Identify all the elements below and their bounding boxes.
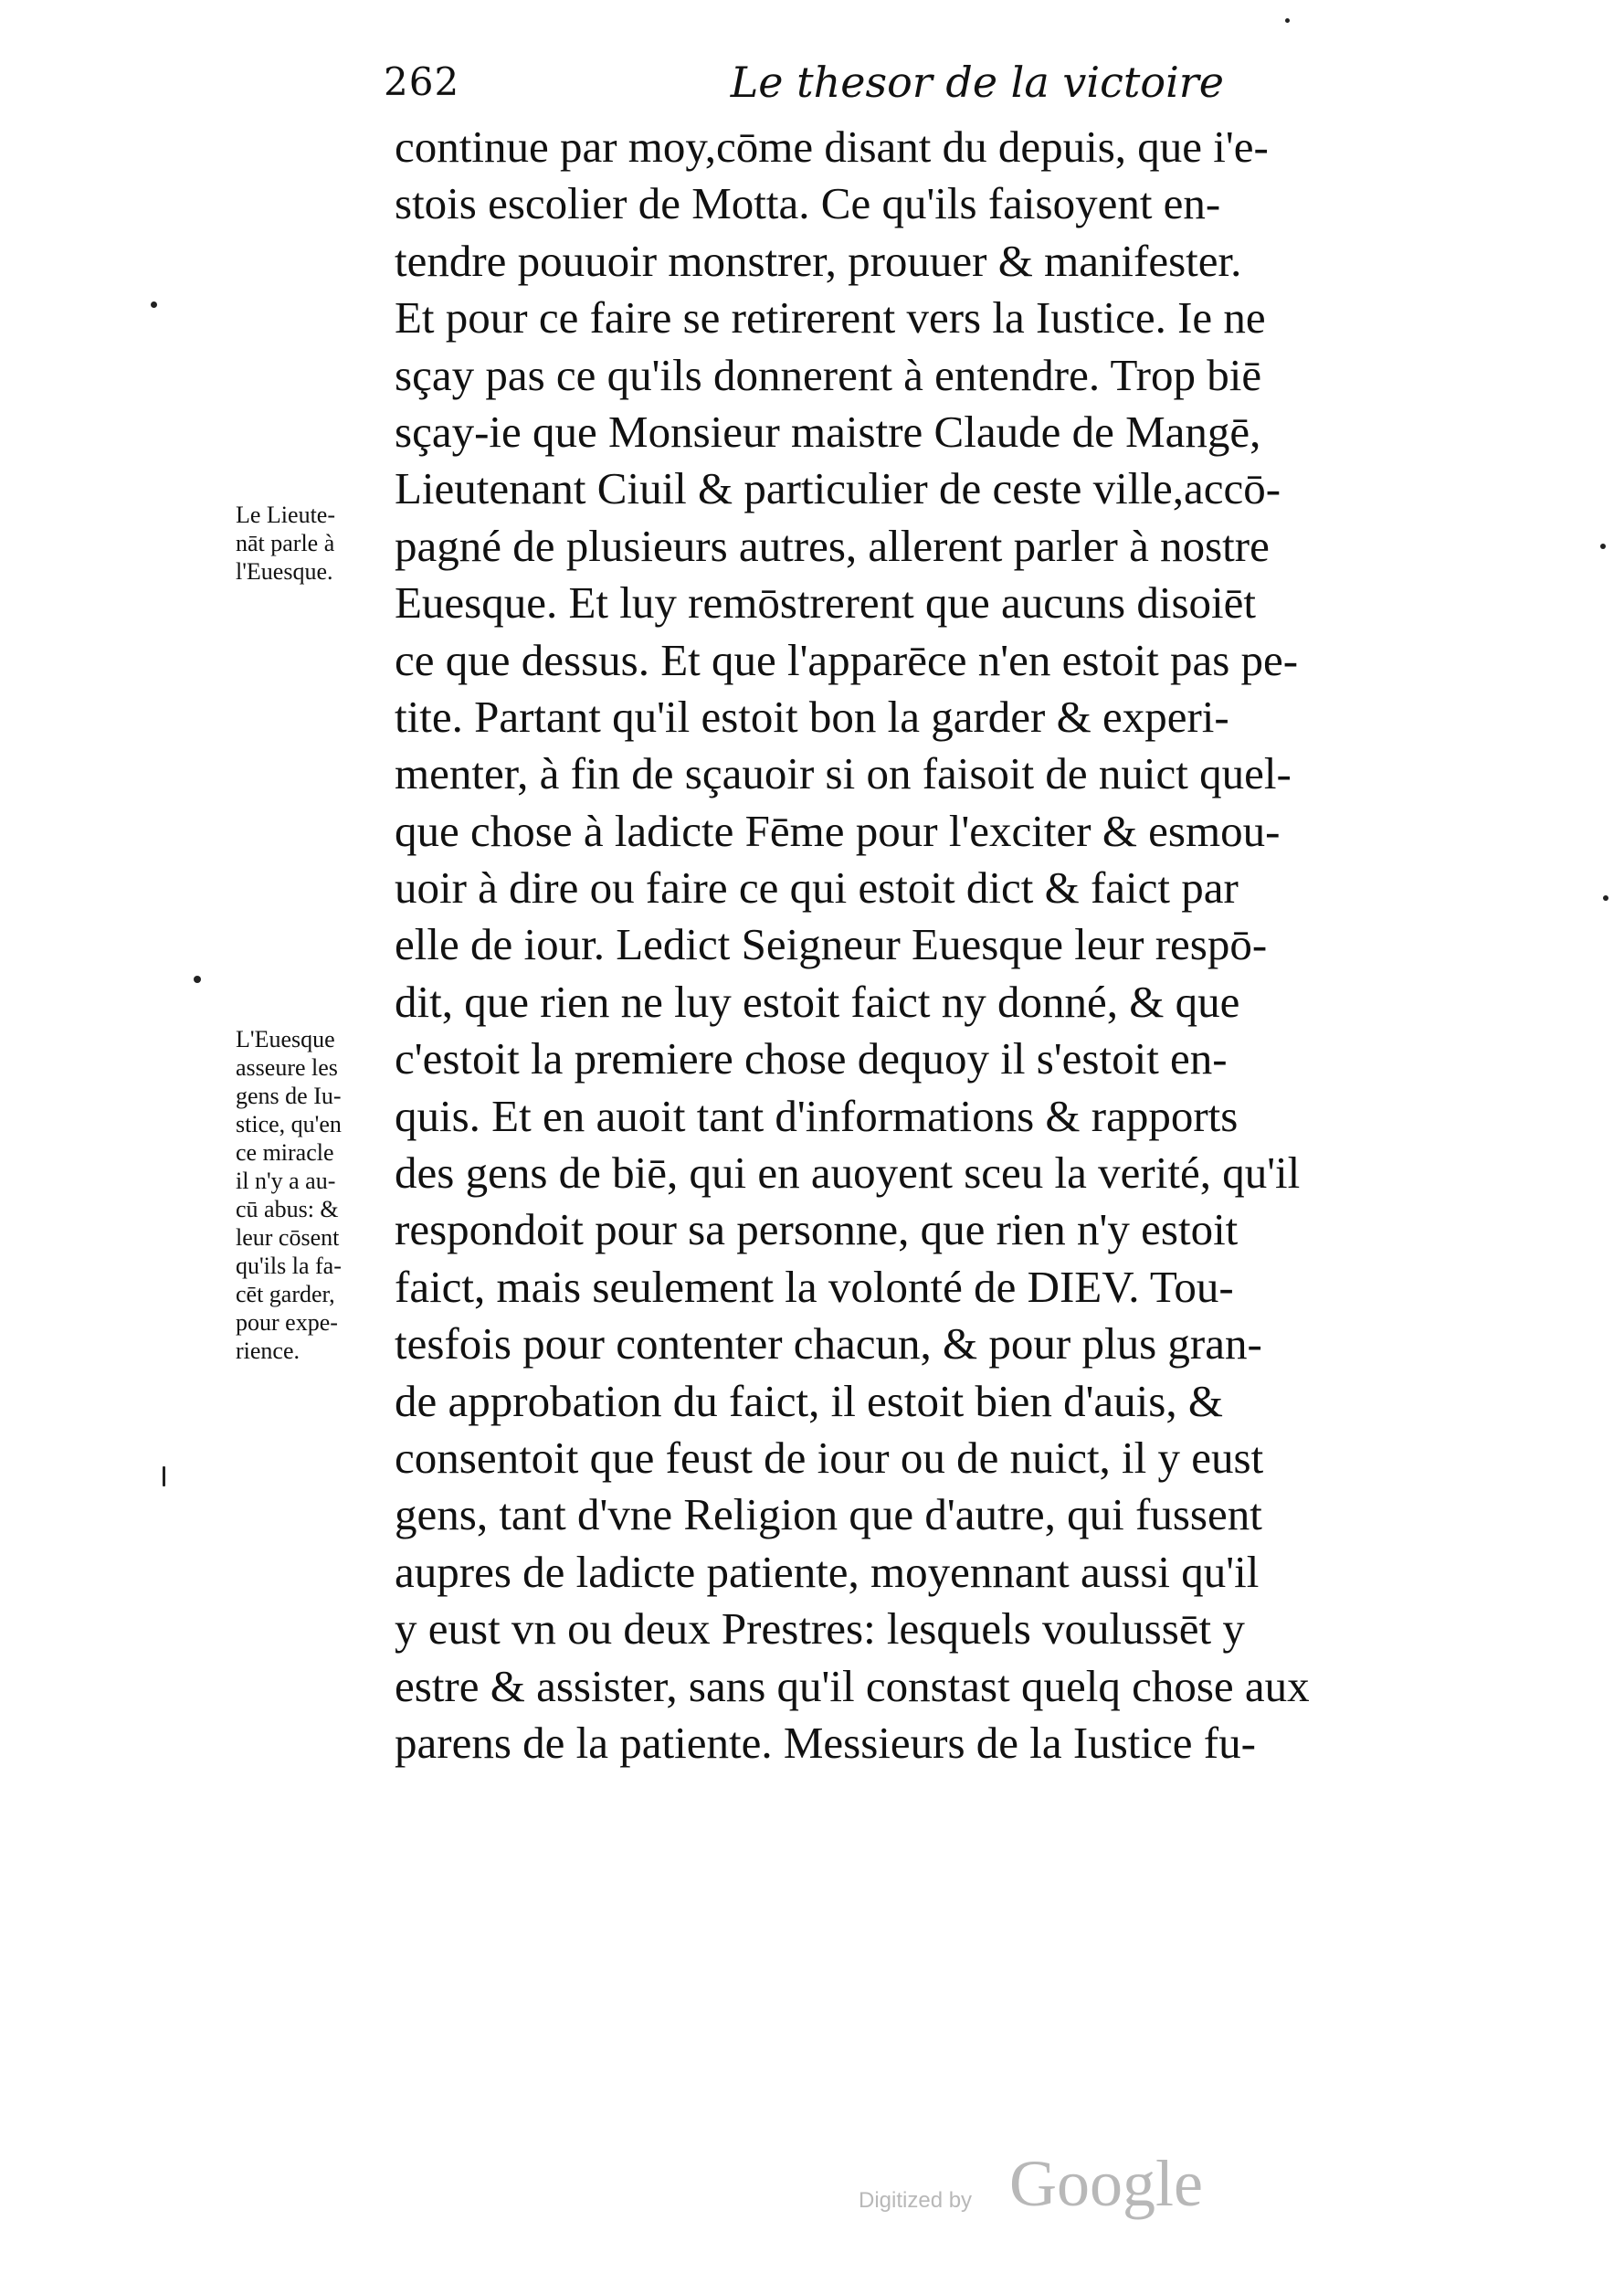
running-title: Le thesor de la victoire xyxy=(730,58,1224,107)
digitized-watermark xyxy=(859,2142,1224,2225)
margin-note-line: L'Euesque xyxy=(236,1026,335,1052)
text-line: Euesque. Et luy remōstrerent que aucuns disoiēt xyxy=(395,577,1256,629)
margin-note-line: leur cōsent xyxy=(236,1224,340,1251)
text-line: parens de la patiente. Messieurs de la Iustice fu- xyxy=(395,1717,1256,1768)
margin-note-line: l'Euesque. xyxy=(236,558,333,585)
text-line: estre & assister, sans qu'il constast quelq chose aux xyxy=(395,1660,1310,1711)
text-line: Et pour ce faire se retirerent vers la Iustice. Ie ne xyxy=(395,292,1266,344)
margin-note-line: gens de Iu- xyxy=(236,1083,342,1109)
page-number: 262 xyxy=(384,59,460,104)
margin-note-line: ce miracle xyxy=(236,1139,334,1166)
text-line: des gens de biē, qui en auoyent sceu la verité, qu'il xyxy=(395,1147,1301,1199)
text-line: quis. Et en auoit tant d'informations & rapports xyxy=(395,1090,1239,1141)
main-text-block xyxy=(395,119,1509,1771)
ink-speck xyxy=(1600,544,1606,549)
text-line: gens, tant d'vne Religion que d'autre, qui fussent xyxy=(395,1489,1262,1540)
ink-speck xyxy=(1285,18,1290,23)
text-line: y eust vn ou deux Prestres: lesquels voulussēt y xyxy=(395,1603,1245,1655)
text-line: sçay pas ce qu'ils donnerent à entendre. Trop biē xyxy=(395,349,1262,400)
margin-note-line: pour expe- xyxy=(236,1309,338,1336)
ink-speck xyxy=(194,976,201,983)
text-line: menter, à fin de sçauoir si on faisoit de nuict quel- xyxy=(395,748,1292,799)
text-line: uoir à dire ou faire ce qui estoit dict & faict par xyxy=(395,862,1239,914)
margin-note-line: Le Lieute- xyxy=(236,502,335,528)
text-line: tite. Partant qu'il estoit bon la garder & experi- xyxy=(395,691,1229,742)
text-line: tendre pouuoir monstrer, prouuer & manifester. xyxy=(395,235,1242,286)
text-line: de approbation du faict, il estoit bien d'auis, & xyxy=(395,1375,1223,1426)
text-line: tesfois pour contenter chacun, & pour plus gran- xyxy=(395,1318,1262,1369)
margin-note-line: asseure les xyxy=(236,1054,338,1081)
margin-note-line: il n'y a au- xyxy=(236,1168,336,1194)
text-line: dit, que rien ne luy estoit faict ny donné, & que xyxy=(395,976,1240,1027)
text-line: sçay-ie que Monsieur maistre Claude de Mangē, xyxy=(395,406,1261,457)
text-line: faict, mais seulement la volonté de DIEV. Tou- xyxy=(395,1261,1234,1312)
margin-note-line: cū abus: & xyxy=(236,1196,339,1222)
text-line: que chose à ladicte Fēme pour l'exciter & esmou- xyxy=(395,805,1281,856)
margin-note-line: cēt garder, xyxy=(236,1281,335,1307)
text-line: respondoit pour sa personne, que rien n'y estoit xyxy=(395,1204,1239,1255)
margin-note-bishop xyxy=(236,1025,395,1365)
text-line: consentoit que feust de iour ou de nuict, il y eust xyxy=(395,1432,1264,1483)
margin-note-lieutenant xyxy=(236,501,395,586)
ink-speck xyxy=(1603,895,1608,901)
text-line: ce que dessus. Et que l'apparēce n'en estoit pas pe- xyxy=(395,634,1299,685)
text-line: continue par moy,cōme disant du depuis, que i'e- xyxy=(395,122,1269,172)
text-line: c'estoit la premiere chose dequoy il s'estoit en- xyxy=(395,1033,1228,1084)
text-line: Lieutenant Ciuil & particulier de ceste ville,accō- xyxy=(395,463,1281,514)
margin-note-line: qu'ils la fa- xyxy=(236,1253,342,1279)
text-line: stois escolier de Motta. Ce qu'ils faisoyent en- xyxy=(395,178,1221,229)
margin-note-line: stice, qu'en xyxy=(236,1111,342,1137)
text-line: aupres de ladicte patiente, moyennant aussi qu'il xyxy=(395,1546,1260,1597)
ink-speck xyxy=(163,1466,165,1486)
page-header xyxy=(384,50,1224,114)
watermark-prefix: Digitized by xyxy=(859,2188,973,2213)
margin-note-line: rience. xyxy=(236,1338,301,1364)
watermark-brand: Google xyxy=(1009,2147,1203,2220)
text-line: pagné de plusieurs autres, allerent parler à nostre xyxy=(395,520,1270,571)
ink-speck xyxy=(151,301,157,308)
margin-note-line: nāt parle à xyxy=(236,530,335,556)
text-line: elle de iour. Ledict Seigneur Euesque leur respō- xyxy=(395,919,1268,970)
